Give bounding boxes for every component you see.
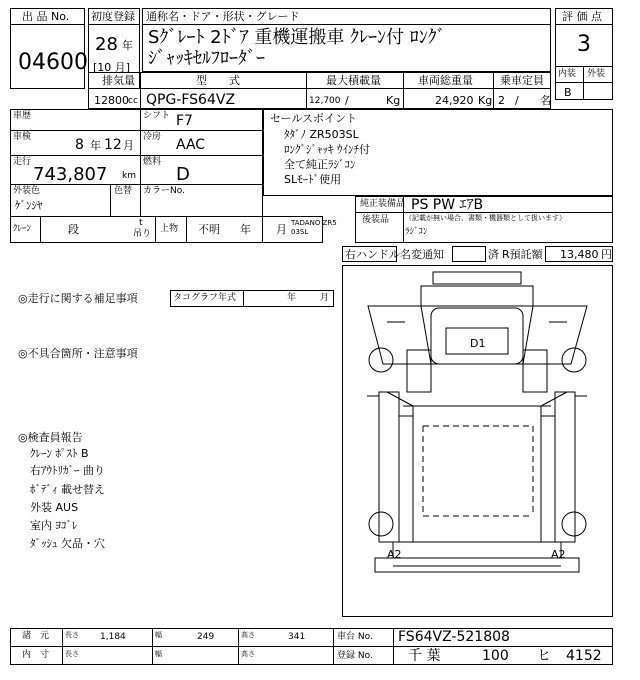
inspection-year: 8 bbox=[75, 137, 84, 153]
shift-label: シフト bbox=[143, 111, 171, 121]
person-unit: 名 bbox=[540, 94, 551, 107]
mount-month-unit: 月 bbox=[276, 223, 287, 236]
std-equipment-label: 純正装備品 bbox=[360, 199, 406, 209]
height-label-2: 高さ bbox=[241, 650, 255, 658]
max-load-label: 最大積載量 bbox=[326, 74, 381, 87]
meter-change-label: 名変通知 bbox=[400, 248, 444, 261]
mark-a2-right: A2 bbox=[551, 548, 566, 561]
interior-dims-label: 内 寸 bbox=[22, 650, 50, 660]
mileage-value: 743,807 bbox=[33, 164, 108, 185]
interior-label: 内装 bbox=[558, 69, 577, 79]
defects-label: ◎不具合箇所・注意事項 bbox=[18, 347, 138, 360]
max-load-slash: / bbox=[345, 94, 349, 107]
mount-label: 上物 bbox=[160, 224, 179, 234]
reg-label: 登録 No. bbox=[337, 651, 373, 661]
rhd-label: 右ハンドル bbox=[345, 248, 400, 261]
model-label: 型 式 bbox=[196, 74, 240, 87]
height-value: 341 bbox=[288, 632, 306, 642]
color-code-label: カラーNo. bbox=[143, 186, 185, 196]
sales-points-label: セールスポイント bbox=[270, 112, 358, 125]
mount-model: TADANO ZR5 03SL bbox=[291, 219, 337, 236]
inspection-year-unit: 年 bbox=[90, 139, 101, 152]
recycle-label: R預託額 bbox=[502, 248, 543, 261]
capacity-label: 乗車定員 bbox=[500, 74, 544, 87]
model-value: QPG-FS64VZ bbox=[146, 92, 236, 108]
ac-label: 冷房 bbox=[143, 132, 162, 142]
tachograph-label: タコグラフ年式 bbox=[173, 293, 237, 303]
chassis-value: FS64VZ-521808 bbox=[398, 629, 510, 645]
aftermarket-label: 後装品 bbox=[362, 215, 390, 225]
mark-d1: D1 bbox=[470, 337, 486, 350]
reg-kana: ヒ bbox=[537, 648, 551, 664]
displacement-label: 排気量 bbox=[102, 74, 135, 87]
first-reg-label: 初度登録 bbox=[91, 10, 135, 23]
dims-label: 諸 元 bbox=[22, 631, 50, 641]
inspector-line-6: ﾀﾞｯｼｭ 欠品・穴 bbox=[30, 537, 105, 550]
recycle-value: 13,480 bbox=[560, 248, 599, 261]
aftermarket-value: ﾗｼﾞｺﾝ bbox=[405, 227, 428, 237]
inspector-line-3: ﾎﾞﾃﾞｨ 載せ替え bbox=[30, 483, 105, 496]
tax-label: 済 bbox=[488, 248, 499, 261]
sales-point-2: ﾛﾝｸﾞｼﾞｬｯｷ ｳｲﾝﾁ付 bbox=[284, 143, 370, 156]
interior-grade: B bbox=[564, 86, 572, 99]
reg-class: 100 bbox=[482, 648, 509, 664]
ac-value: AAC bbox=[176, 137, 206, 153]
inspector-line-5: 室内 ﾖｺﾞﾚ bbox=[30, 519, 78, 532]
color-no-label: 色替 bbox=[114, 186, 133, 196]
yen-unit: 円 bbox=[601, 248, 612, 261]
lot-label: 出 品 No. bbox=[22, 10, 70, 23]
length-value: 1,184 bbox=[100, 632, 126, 642]
length-label: 長さ bbox=[65, 631, 79, 639]
vehicle-title-line1: Sｸﾞﾚｰﾄ 2ﾄﾞｱ 重機運搬車 ｸﾚｰﾝ付 ﾛﾝｸﾞ bbox=[148, 27, 446, 48]
ext-color-label: 外装色 bbox=[13, 186, 41, 196]
mark-a2-left: A2 bbox=[387, 548, 402, 561]
km-unit: km bbox=[122, 171, 136, 181]
crane-label: ｸﾚｰﾝ bbox=[13, 224, 32, 234]
width-label: 幅 bbox=[155, 631, 162, 639]
sales-point-4: SLﾓｰﾄﾞ使用 bbox=[284, 173, 342, 186]
mileage-label: 走行 bbox=[13, 157, 32, 167]
score-label: 評 価 点 bbox=[562, 10, 602, 23]
score-value: 3 bbox=[577, 32, 591, 57]
first-reg-month: [10 月] bbox=[93, 61, 131, 74]
mount-year-unit: 年 bbox=[240, 223, 251, 236]
year-unit: 年 bbox=[122, 39, 133, 52]
aftermarket-note: （記載が無い場合、書類・機器類として扱います） bbox=[405, 214, 566, 222]
inspector-line-2: 右ｱｳﾄﾘｶﾞｰ 曲り bbox=[30, 464, 105, 477]
ton-unit: t bbox=[139, 218, 143, 228]
history-label: 車歴 bbox=[13, 111, 32, 121]
kg-unit: Kg bbox=[386, 94, 401, 107]
std-equipment-value: PS PW ｴｱB bbox=[411, 197, 484, 213]
driving-remarks-label: ◎走行に関する補足事項 bbox=[18, 292, 138, 305]
sales-point-3: 全て純正ﾗｼﾞｺﾝ bbox=[284, 158, 356, 171]
fuel-label: 燃料 bbox=[143, 157, 162, 167]
tach-year-unit: 年 bbox=[287, 293, 297, 303]
gross-weight-value: 24,920 bbox=[435, 94, 474, 107]
exterior-label: 外装 bbox=[587, 69, 606, 79]
meter-change-box bbox=[452, 246, 486, 262]
lift-unit: 吊り bbox=[133, 229, 152, 239]
title-label: 通称名・ドア・形状・グレード bbox=[146, 10, 300, 23]
inspection-label: 車検 bbox=[13, 132, 32, 142]
inspector-line-4: 外装 AUS bbox=[30, 501, 79, 514]
reg-number: 4152 bbox=[566, 648, 602, 664]
chassis-label: 車台 No. bbox=[337, 632, 373, 642]
mount-value: 不明 bbox=[198, 223, 220, 236]
capacity-slash: / bbox=[515, 94, 519, 107]
damage-diagram bbox=[342, 265, 613, 617]
width-label-2: 幅 bbox=[155, 650, 162, 658]
length-label-2: 長さ bbox=[65, 650, 79, 658]
max-load-value: 12,700 bbox=[309, 96, 341, 106]
inspection-month-unit: 月 bbox=[123, 139, 134, 152]
height-label: 高さ bbox=[241, 631, 255, 639]
sales-point-1: ﾀﾀﾞﾉ ZR503SL bbox=[284, 128, 359, 141]
capacity-value: 2 bbox=[498, 94, 505, 107]
inspector-line-1: ｸﾚｰﾝ ﾎﾟｽﾄ B bbox=[30, 447, 89, 460]
tach-month-unit: 月 bbox=[320, 293, 330, 303]
inspector-label: ◎検査員報告 bbox=[18, 431, 83, 444]
gross-weight-label: 車両総重量 bbox=[418, 74, 473, 87]
cc-unit: cc bbox=[128, 96, 138, 106]
stage-unit: 段 bbox=[68, 223, 79, 236]
ext-color-value: ｹﾞﾝｼﾔ bbox=[15, 199, 43, 212]
lot-number: 04600 bbox=[18, 50, 88, 75]
shift-value: F7 bbox=[176, 113, 193, 129]
width-value: 249 bbox=[197, 632, 215, 642]
inspection-month: 12 bbox=[104, 137, 122, 153]
kg-unit-2: Kg bbox=[478, 94, 493, 107]
reg-region: 千 葉 bbox=[408, 648, 441, 664]
displacement-value: 12800 bbox=[94, 94, 129, 107]
fuel-value: D bbox=[176, 164, 190, 185]
first-reg-year: 28 bbox=[95, 34, 118, 55]
vehicle-title-line2: ｼﾞｬｯｷｾﾙﾌﾛｰﾀﾞｰ bbox=[148, 48, 265, 69]
